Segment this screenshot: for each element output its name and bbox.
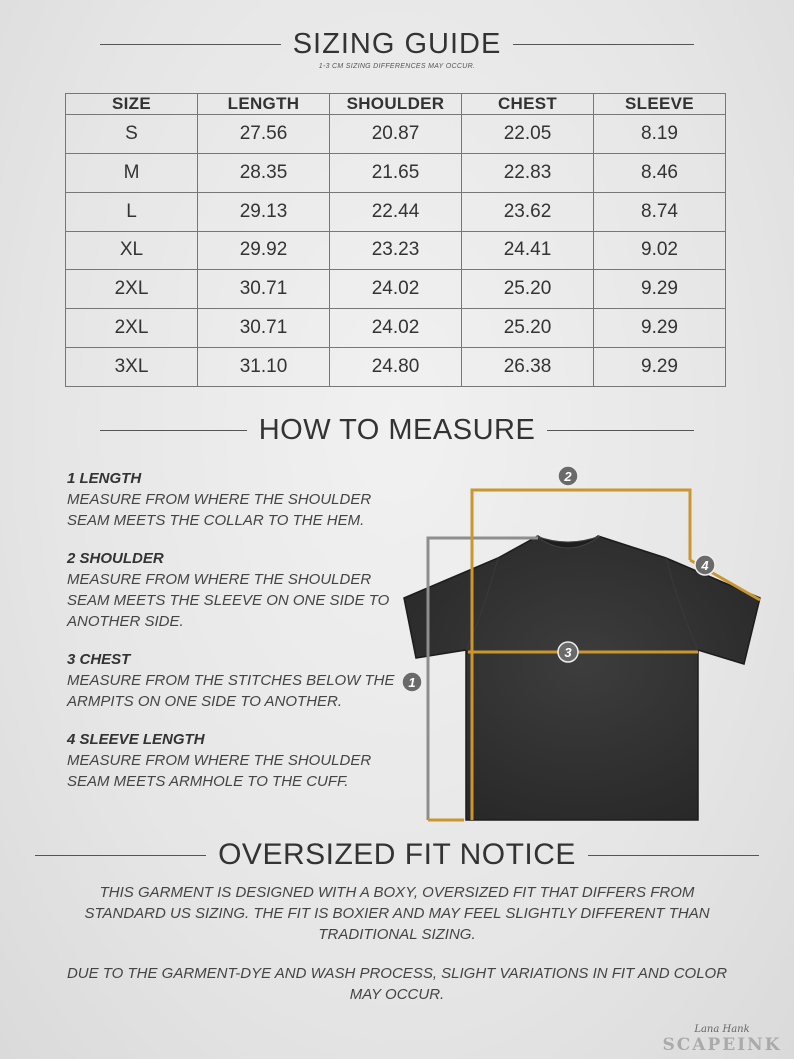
cell-length: 28.35	[198, 153, 330, 192]
measure-item-sleeve-length	[67, 729, 407, 792]
cell-size: S	[66, 115, 198, 154]
cell-chest: 24.41	[462, 231, 594, 270]
brand-mark	[662, 1024, 782, 1055]
table-row	[66, 153, 726, 192]
oversized-fit-paragraph: THIS GARMENT IS DESIGNED WITH A BOXY, OVERSIZED FIT THAT DIFFERS FROM STANDARD US SIZING. THE FIT IS BOXIER AND MAY FEEL SLIGHTLY DIFFERENT THAN TRADITIONAL SIZING.	[84, 884, 710, 943]
measure-item-chest	[67, 649, 407, 712]
cell-size: 3XL	[66, 348, 198, 387]
col-header-chest: CHEST	[462, 94, 594, 115]
sizing-guide-subtitle: 1-3 CM SIZING DIFFERENCES MAY OCCUR.	[318, 63, 476, 70]
table-row	[66, 270, 726, 309]
cell-length: 29.13	[198, 192, 330, 231]
cell-sleeve: 8.19	[594, 115, 726, 154]
oversized-fit-body	[60, 882, 734, 1005]
cell-chest: 22.83	[462, 153, 594, 192]
table-row	[66, 309, 726, 348]
cell-length: 27.56	[198, 115, 330, 154]
brand-signature: Lana Hank	[694, 1024, 750, 1035]
oversized-fit-title: OVERSIZED FIT NOTICE	[218, 838, 576, 871]
cell-sleeve: 9.29	[594, 309, 726, 348]
how-to-measure-header	[0, 414, 794, 447]
measure-item-length	[67, 468, 407, 531]
marker-1	[402, 672, 422, 692]
marker-3	[558, 642, 578, 662]
cell-chest: 26.38	[462, 348, 594, 387]
table-row	[66, 348, 726, 387]
measure-item-title: 3 CHEST	[67, 651, 131, 668]
tshirt-body	[404, 536, 760, 820]
sizing-guide-title: SIZING GUIDE	[292, 28, 502, 60]
marker-4-label: 4	[701, 558, 709, 573]
marker-4	[695, 555, 715, 575]
measure-item-desc: MEASURE FROM THE STITCHES BELOW THE ARMPITS ON ONE SIDE TO ANOTHER.	[67, 672, 395, 710]
measure-item-desc: MEASURE FROM WHERE THE SHOULDER SEAM MEETS THE COLLAR TO THE HEM.	[67, 491, 372, 529]
table-row	[66, 231, 726, 270]
cell-chest: 23.62	[462, 192, 594, 231]
marker-1-label: 1	[408, 675, 416, 690]
col-header-size: SIZE	[66, 94, 198, 115]
cell-length: 30.71	[198, 270, 330, 309]
tshirt-diagram-svg	[398, 460, 778, 830]
col-header-sleeve: SLEEVE	[594, 94, 726, 115]
divider-line	[100, 430, 247, 431]
cell-shoulder: 24.80	[330, 348, 462, 387]
cell-sleeve: 9.29	[594, 270, 726, 309]
marker-3-label: 3	[564, 645, 572, 660]
divider-line	[513, 44, 694, 45]
cell-size: XL	[66, 231, 198, 270]
cell-chest: 25.20	[462, 270, 594, 309]
measure-item-desc: MEASURE FROM WHERE THE SHOULDER SEAM MEETS THE SLEEVE ON ONE SIDE TO ANOTHER SIDE.	[67, 571, 390, 630]
measure-item-title: 1 LENGTH	[67, 470, 142, 487]
table-header-row	[66, 94, 726, 115]
divider-line	[588, 855, 759, 856]
cell-sleeve: 9.02	[594, 231, 726, 270]
sizing-guide-header	[0, 28, 794, 61]
cell-length: 31.10	[198, 348, 330, 387]
divider-line	[100, 44, 281, 45]
cell-size: M	[66, 153, 198, 192]
cell-sleeve: 8.46	[594, 153, 726, 192]
measure-item-title: 2 SHOULDER	[67, 550, 164, 567]
cell-length: 29.92	[198, 231, 330, 270]
how-to-measure-title: HOW TO MEASURE	[258, 414, 536, 446]
cell-shoulder: 24.02	[330, 309, 462, 348]
measure-item-desc: MEASURE FROM WHERE THE SHOULDER SEAM MEETS ARMHOLE TO THE CUFF.	[67, 752, 372, 790]
measure-item-shoulder	[67, 548, 407, 632]
cell-size: 2XL	[66, 270, 198, 309]
measure-instructions	[67, 468, 407, 809]
col-header-length: LENGTH	[198, 94, 330, 115]
measure-item-title: 4 SLEEVE LENGTH	[67, 731, 205, 748]
cell-shoulder: 20.87	[330, 115, 462, 154]
cell-shoulder: 23.23	[330, 231, 462, 270]
cell-size: L	[66, 192, 198, 231]
cell-length: 30.71	[198, 309, 330, 348]
cell-shoulder: 22.44	[330, 192, 462, 231]
cell-size: 2XL	[66, 309, 198, 348]
marker-2-label: 2	[564, 469, 572, 484]
col-header-shoulder: SHOULDER	[330, 94, 462, 115]
cell-shoulder: 24.02	[330, 270, 462, 309]
oversized-fit-header	[0, 838, 794, 872]
tshirt-diagram	[398, 460, 778, 830]
cell-sleeve: 8.74	[594, 192, 726, 231]
size-table	[65, 93, 726, 387]
divider-line	[547, 430, 694, 431]
table-row	[66, 115, 726, 154]
cell-chest: 22.05	[462, 115, 594, 154]
cell-shoulder: 21.65	[330, 153, 462, 192]
cell-chest: 25.20	[462, 309, 594, 348]
divider-line	[35, 855, 206, 856]
table-row	[66, 192, 726, 231]
cell-sleeve: 9.29	[594, 348, 726, 387]
marker-2	[558, 466, 578, 486]
brand-logo: SCAPEINK	[662, 1035, 782, 1055]
oversized-fit-paragraph: DUE TO THE GARMENT-DYE AND WASH PROCESS, SLIGHT VARIATIONS IN FIT AND COLOR MAY OCCUR.	[66, 965, 728, 1003]
